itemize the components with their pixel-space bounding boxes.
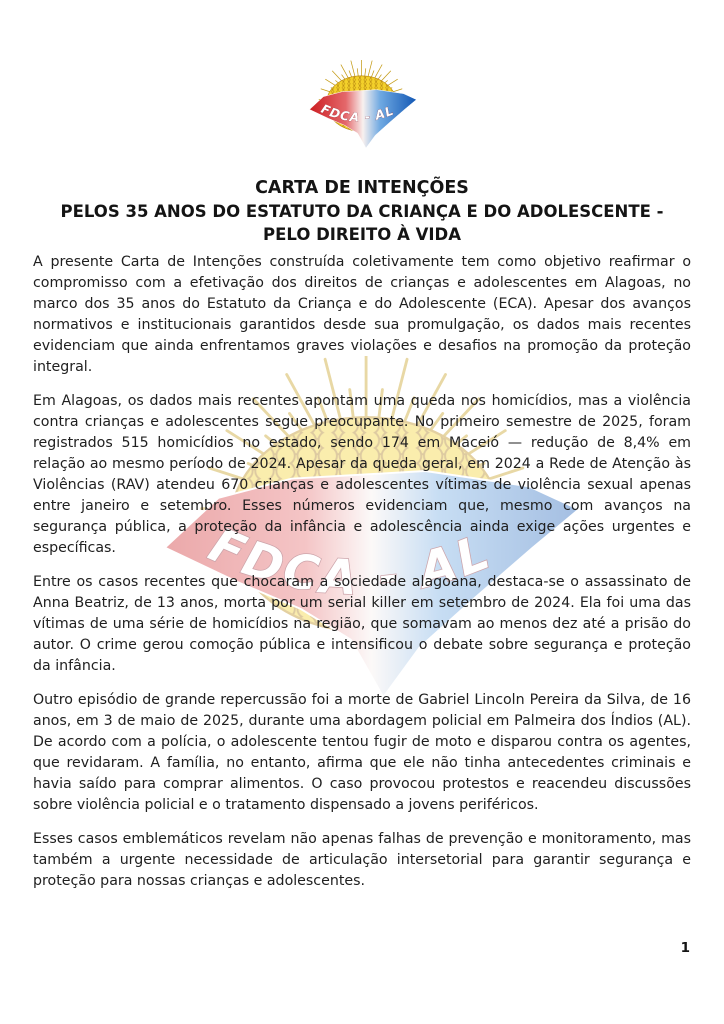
document-subtitle-line1: PELOS 35 ANOS DO ESTATUTO DA CRIANÇA E DO ADOLESCENTE -: [60, 202, 664, 221]
body-paragraph: Em Alagoas, os dados mais recentes apontam uma queda nos homicídios, mas a violência contra crianças e adolescentes segue preocupante. No primeiro semestre de 2025, foram registrados 515 homicídios no estado, sendo 174 em Maceió — redução de 8,4% em relação ao mesmo período de 2024. Apesar da queda geral, em 2024 a Rede de Atenção às Violências (RAV) atendeu 670 crianças e adolescentes vítimas de violência sexual apenas entre janeiro e setembro. Esses números evidenciam que, mesmo com avanços na segurança pública, a proteção da infância e adolescência ainda exige ações urgentes e específicas.: [33, 393, 691, 556]
document-subtitle-line2: PELO DIREITO À VIDA: [263, 225, 461, 244]
body-paragraph: Outro episódio de grande repercussão foi a morte de Gabriel Lincoln Pereira da Silva, de 16 anos, em 3 de maio de 2025, durante uma abordagem policial em Palmeira dos Índios (AL). De acordo com a polícia, o adolescente tentou fugir de moto e disparou contra os agentes, que revidaram. A família, no entanto, afirma que ele não tinha antecedentes criminais e havia saído para comprar alimentos. O caso provocou protestos e reacendeu discussões sobre violência policial e o tratamento dispensado a jovens periféricos.: [33, 692, 691, 813]
title-block: [0, 177, 724, 246]
fdca-logo: [302, 60, 422, 155]
body-text: [33, 252, 691, 905]
body-paragraph: Esses casos emblemáticos revelam não apenas falhas de prevenção e monitoramento, mas também a urgente necessidade de articulação intersetorial para garantir segurança e proteção para nossas crianças e adolescentes.: [33, 831, 691, 889]
body-paragraph: A presente Carta de Intenções construída coletivamente tem como objetivo reafirmar o compromisso com a efetivação dos direitos de crianças e adolescentes em Alagoas, no marco dos 35 anos do Estatuto da Criança e do Adolescente (ECA). Apesar dos avanços normativos e institucionais garantidos desde sua promulgação, os dados mais recentes evidenciam que ainda enfrentamos graves violações e desafios na promoção da proteção integral.: [33, 254, 691, 375]
page-number: 1: [680, 940, 690, 956]
body-paragraph: Entre os casos recentes que chocaram a sociedade alagoana, destaca-se o assassinato de Anna Beatriz, de 13 anos, morta por um serial killer em setembro de 2024. Ela foi uma das vítimas de uma série de homicídios na região, que somavam ao menos dez até a prisão do autor. O crime gerou comoção pública e intensificou o debate sobre segurança e proteção da infância.: [33, 574, 691, 674]
document-title: CARTA DE INTENÇÕES: [255, 178, 469, 198]
